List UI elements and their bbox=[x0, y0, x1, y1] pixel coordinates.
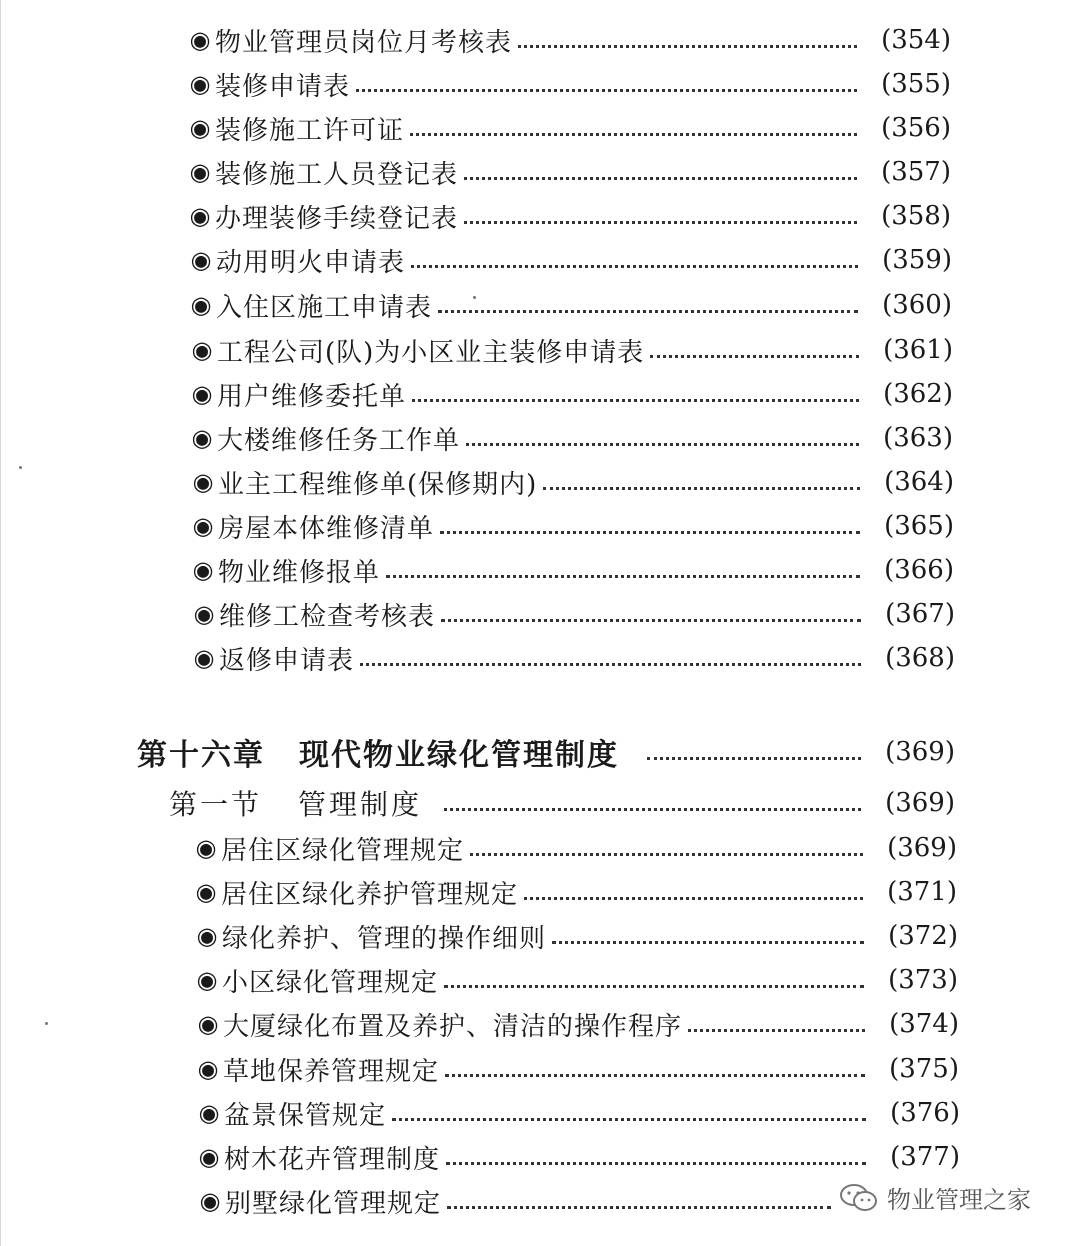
toc-entry[interactable] bbox=[195, 1049, 959, 1089]
dot-leader bbox=[464, 177, 857, 180]
wechat-icon bbox=[839, 1183, 879, 1213]
entry-title: 办理装修手续登记表 bbox=[215, 203, 459, 234]
entry-title: 维修工检查考核表 bbox=[219, 601, 436, 632]
toc-entry[interactable] bbox=[189, 418, 953, 458]
toc-entry[interactable] bbox=[194, 916, 958, 956]
dot-leader bbox=[447, 1206, 831, 1209]
watermark-text: 物业管理之家 bbox=[887, 1186, 1031, 1214]
toc-entry[interactable] bbox=[194, 960, 958, 1000]
entry-title: 装修施工许可证 bbox=[215, 115, 405, 146]
bullet-icon: ◉ bbox=[189, 70, 211, 98]
entry-title: 绿化养护、管理的操作细则 bbox=[222, 923, 547, 954]
toc-entry[interactable] bbox=[189, 330, 953, 370]
dot-leader bbox=[410, 133, 857, 136]
entry-title: 工程公司(队)为小区业主装修申请表 bbox=[217, 337, 645, 368]
entry-page: (375) bbox=[889, 1054, 959, 1084]
bullet-icon: ◉ bbox=[189, 202, 211, 230]
bullet-icon: ◉ bbox=[192, 512, 214, 540]
entry-page: (369) bbox=[887, 833, 957, 863]
entry-page: (358) bbox=[881, 201, 951, 231]
bullet-icon: ◉ bbox=[190, 291, 212, 319]
dot-leader bbox=[647, 757, 861, 760]
entry-title: 入住区施工申请表 bbox=[216, 292, 433, 323]
toc-entry[interactable] bbox=[187, 152, 951, 192]
toc-entry[interactable] bbox=[190, 550, 954, 590]
entry-page: (376) bbox=[890, 1098, 960, 1128]
dot-leader bbox=[466, 443, 859, 446]
section-title: 管理制度 bbox=[298, 788, 423, 821]
scan-speck bbox=[45, 1022, 48, 1025]
bullet-icon: ◉ bbox=[193, 644, 215, 672]
entry-page: (354) bbox=[881, 25, 951, 55]
dot-leader bbox=[543, 487, 860, 490]
dot-leader bbox=[386, 575, 860, 578]
entry-title: 装修申请表 bbox=[215, 71, 351, 102]
bullet-icon: ◉ bbox=[189, 158, 211, 186]
bullet-icon: ◉ bbox=[196, 922, 218, 950]
bullet-icon: ◉ bbox=[192, 468, 214, 496]
toc-entry[interactable] bbox=[189, 374, 953, 414]
scan-speck bbox=[473, 296, 476, 299]
chapter-title: 现代物业绿化管理制度 bbox=[299, 738, 619, 773]
entry-title: 房屋本体维修清单 bbox=[218, 513, 435, 544]
dot-leader bbox=[688, 1029, 865, 1032]
bullet-icon: ◉ bbox=[191, 424, 213, 452]
dot-leader bbox=[464, 221, 857, 224]
dot-leader bbox=[445, 1074, 865, 1077]
entry-title: 物业维修报单 bbox=[218, 557, 381, 588]
toc-entry[interactable] bbox=[187, 196, 951, 236]
entry-title: 动用明火申请表 bbox=[216, 247, 406, 278]
toc-entry[interactable] bbox=[187, 108, 951, 148]
chapter-heading[interactable] bbox=[137, 728, 955, 776]
entry-title: 居住区绿化养护管理规定 bbox=[221, 879, 519, 910]
toc-entry[interactable] bbox=[197, 1181, 831, 1221]
dot-leader bbox=[392, 1118, 866, 1121]
chapter-page: (369) bbox=[885, 737, 955, 767]
bullet-icon: ◉ bbox=[195, 878, 217, 906]
entry-title: 物业管理员岗位月考核表 bbox=[215, 27, 513, 58]
dot-leader bbox=[552, 941, 864, 944]
entry-page: (368) bbox=[885, 643, 955, 673]
toc-entry[interactable] bbox=[190, 462, 954, 502]
toc-entry[interactable] bbox=[188, 240, 952, 280]
dot-leader bbox=[440, 531, 860, 534]
bullet-icon: ◉ bbox=[191, 380, 213, 408]
entry-title: 草地保养管理规定 bbox=[223, 1056, 440, 1087]
dot-leader bbox=[360, 663, 861, 666]
entry-title: 大厦绿化布置及养护、清洁的操作程序 bbox=[223, 1011, 683, 1042]
section-label: 第一节 bbox=[169, 788, 263, 821]
toc-entry[interactable] bbox=[191, 638, 955, 678]
dot-leader bbox=[470, 853, 863, 856]
dot-leader bbox=[356, 89, 857, 92]
entry-title: 树木花卉管理制度 bbox=[224, 1144, 441, 1175]
entry-title: 盆景保管规定 bbox=[224, 1100, 387, 1131]
entry-title: 业主工程维修单(保修期内) bbox=[218, 469, 538, 500]
bullet-icon: ◉ bbox=[199, 1187, 221, 1215]
entry-page: (361) bbox=[883, 335, 953, 365]
dot-leader bbox=[444, 808, 861, 811]
bullet-icon: ◉ bbox=[198, 1143, 220, 1171]
toc-entry[interactable] bbox=[190, 506, 954, 546]
entry-page: (355) bbox=[881, 69, 951, 99]
toc-entry[interactable] bbox=[191, 594, 955, 634]
entry-title: 居住区绿化管理规定 bbox=[221, 835, 465, 866]
toc-entry[interactable] bbox=[193, 872, 957, 912]
entry-page: (366) bbox=[884, 555, 954, 585]
bullet-icon: ◉ bbox=[192, 556, 214, 584]
entry-page: (360) bbox=[882, 290, 952, 320]
bullet-icon: ◉ bbox=[189, 26, 211, 54]
entry-page: (363) bbox=[883, 423, 953, 453]
entry-title: 大楼维修任务工作单 bbox=[217, 425, 461, 456]
bullet-icon: ◉ bbox=[195, 834, 217, 862]
chapter-label: 第十六章 bbox=[137, 738, 265, 773]
entry-page: (371) bbox=[887, 877, 957, 907]
toc-entry[interactable] bbox=[187, 64, 951, 104]
entry-title: 别墅绿化管理规定 bbox=[225, 1188, 442, 1219]
entry-page: (357) bbox=[881, 157, 951, 187]
dot-leader bbox=[411, 265, 858, 268]
bullet-icon: ◉ bbox=[196, 966, 218, 994]
bullet-icon: ◉ bbox=[191, 336, 213, 364]
toc-entry[interactable] bbox=[187, 20, 951, 60]
bullet-icon: ◉ bbox=[190, 246, 212, 274]
entry-title: 返修申请表 bbox=[219, 645, 355, 676]
entry-title: 装修施工人员登记表 bbox=[215, 159, 459, 190]
section-page: (369) bbox=[885, 788, 955, 818]
entry-page: (359) bbox=[882, 245, 952, 275]
dot-leader bbox=[650, 355, 859, 358]
entry-page: (362) bbox=[883, 379, 953, 409]
entry-page: (373) bbox=[888, 965, 958, 995]
toc-entry[interactable] bbox=[195, 1004, 959, 1044]
toc-entry[interactable] bbox=[193, 828, 957, 868]
bullet-icon: ◉ bbox=[198, 1099, 220, 1127]
bullet-icon: ◉ bbox=[193, 600, 215, 628]
bullet-icon: ◉ bbox=[189, 114, 211, 142]
toc-entry[interactable] bbox=[188, 285, 952, 325]
section-heading[interactable] bbox=[169, 781, 955, 825]
scan-speck bbox=[19, 466, 22, 469]
dot-leader bbox=[438, 310, 858, 313]
entry-page: (365) bbox=[884, 511, 954, 541]
watermark bbox=[839, 1180, 1031, 1215]
entry-page: (367) bbox=[885, 599, 955, 629]
entry-page: (364) bbox=[884, 467, 954, 497]
dot-leader bbox=[444, 985, 864, 988]
entry-page: (377) bbox=[890, 1142, 960, 1172]
dot-leader bbox=[518, 45, 857, 48]
entry-page: (356) bbox=[881, 113, 951, 143]
entry-page: (374) bbox=[889, 1009, 959, 1039]
dot-leader bbox=[524, 897, 863, 900]
dot-leader bbox=[441, 619, 861, 622]
dot-leader bbox=[412, 399, 859, 402]
bullet-icon: ◉ bbox=[197, 1010, 219, 1038]
toc-entry[interactable] bbox=[196, 1137, 960, 1177]
dot-leader bbox=[446, 1162, 866, 1165]
toc-entry[interactable] bbox=[196, 1093, 960, 1133]
entry-title: 用户维修委托单 bbox=[217, 381, 407, 412]
entry-title: 小区绿化管理规定 bbox=[222, 967, 439, 998]
entry-page: (372) bbox=[888, 921, 958, 951]
bullet-icon: ◉ bbox=[197, 1055, 219, 1083]
